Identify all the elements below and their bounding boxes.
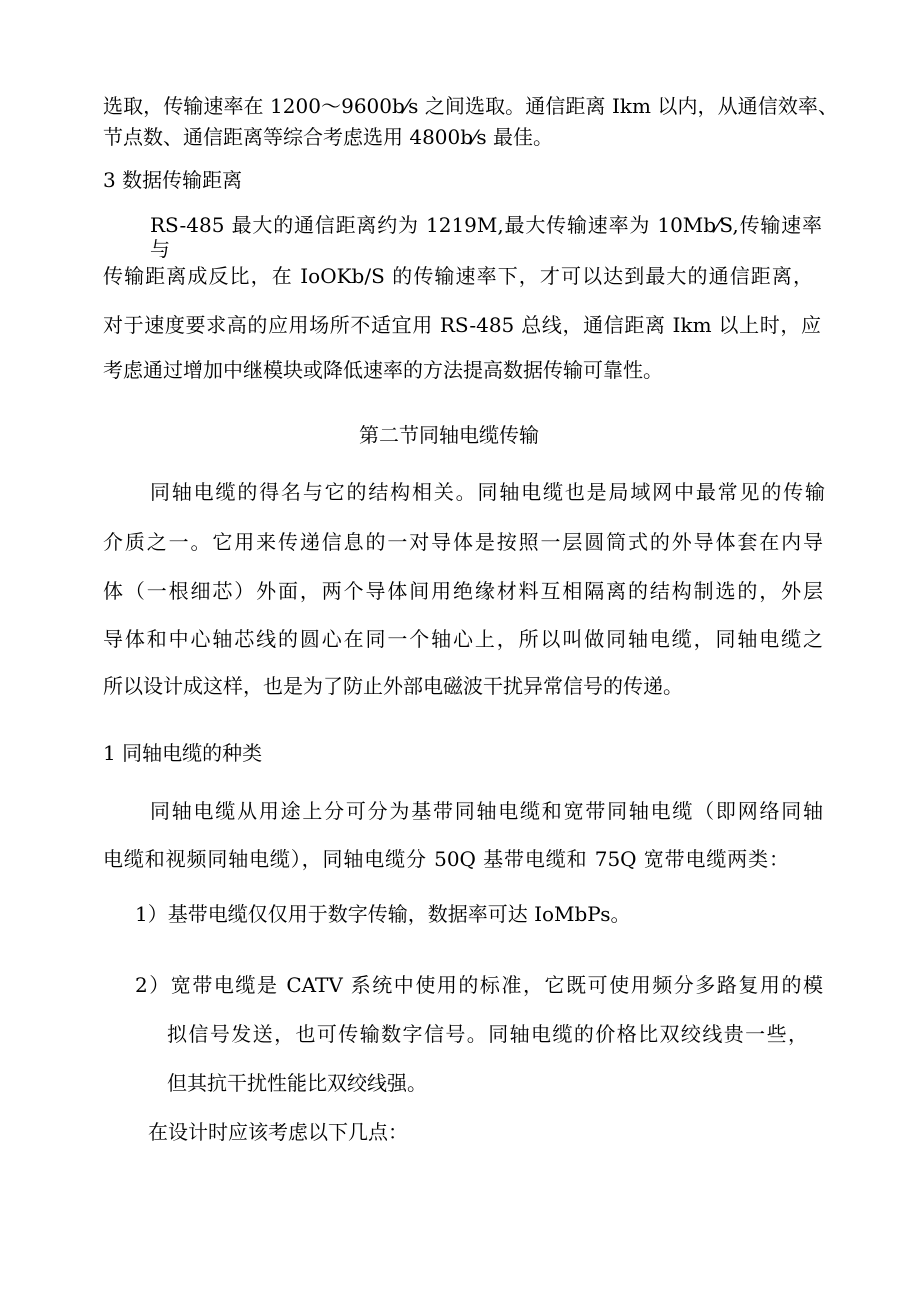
list-item: 1）基带电缆仅仅用于数字传输，数据率可达 IoMbPs。: [135, 902, 631, 926]
paragraph-line: 选取，传输速率在 1200～9600b⁄s 之间选取。通信距离 Ikm 以内，从通信效率、: [103, 94, 838, 118]
paragraph-line: 对于速度要求高的应用场所不适宜用 RS-485 总线，通信距离 Ikm 以上时，应: [103, 313, 821, 337]
paragraph-line: 节点数、通信距离等综合考虑选用 4800b⁄s 最佳。: [103, 125, 554, 149]
section-title: 第二节同轴电缆传输: [359, 423, 539, 447]
paragraph-line: 同轴电缆的得名与它的结构相关。同轴电缆也是局域网中最常见的传输: [150, 480, 825, 504]
subheading: 1 同轴电缆的种类: [103, 741, 263, 765]
paragraph-line: RS-485 最大的通信距离约为 1219M,最大传输速率为 10Mb⁄S,传输速率与: [150, 213, 822, 261]
paragraph-line: 电缆和视频同轴电缆），同轴电缆分 50Q 基带电缆和 75Q 宽带电缆两类：: [103, 847, 789, 871]
paragraph-line: 介质之一。它用来传递信息的一对导体是按照一层圆筒式的外导体套在内导: [103, 530, 823, 554]
subheading: 3 数据传输距离: [103, 168, 243, 192]
paragraph-line: 传输距离成反比，在 IoOKb/S 的传输速率下，才可以达到最大的通信距离，: [103, 264, 813, 288]
paragraph-line: 体（一根细芯）外面，两个导体间用绝缘材料互相隔离的结构制选的，外层: [103, 579, 823, 603]
paragraph-line: 在设计时应该考虑以下几点：: [148, 1120, 408, 1144]
list-item-line: 拟信号发送，也可传输数字信号。同轴电缆的价格比双绞线贵一些，: [167, 1022, 808, 1046]
paragraph-line: 所以设计成这样，也是为了防止外部电磁波干扰异常信号的传递。: [103, 674, 683, 698]
paragraph-line: 考虑通过增加中继模块或降低速率的方法提高数据传输可靠性。: [103, 358, 663, 382]
list-item-line: 但其抗干扰性能比双绞线强。: [167, 1071, 427, 1095]
list-item-line: 2）宽带电缆是 CATV 系统中使用的标准，它既可使用频分多路复用的模: [135, 973, 823, 997]
paragraph-line: 同轴电缆从用途上分可分为基带同轴电缆和宽带同轴电缆（即网络同轴: [150, 799, 823, 823]
paragraph-line: 导体和中心轴芯线的圆心在同一个轴心上，所以叫做同轴电缆，同轴电缆之: [103, 627, 823, 651]
